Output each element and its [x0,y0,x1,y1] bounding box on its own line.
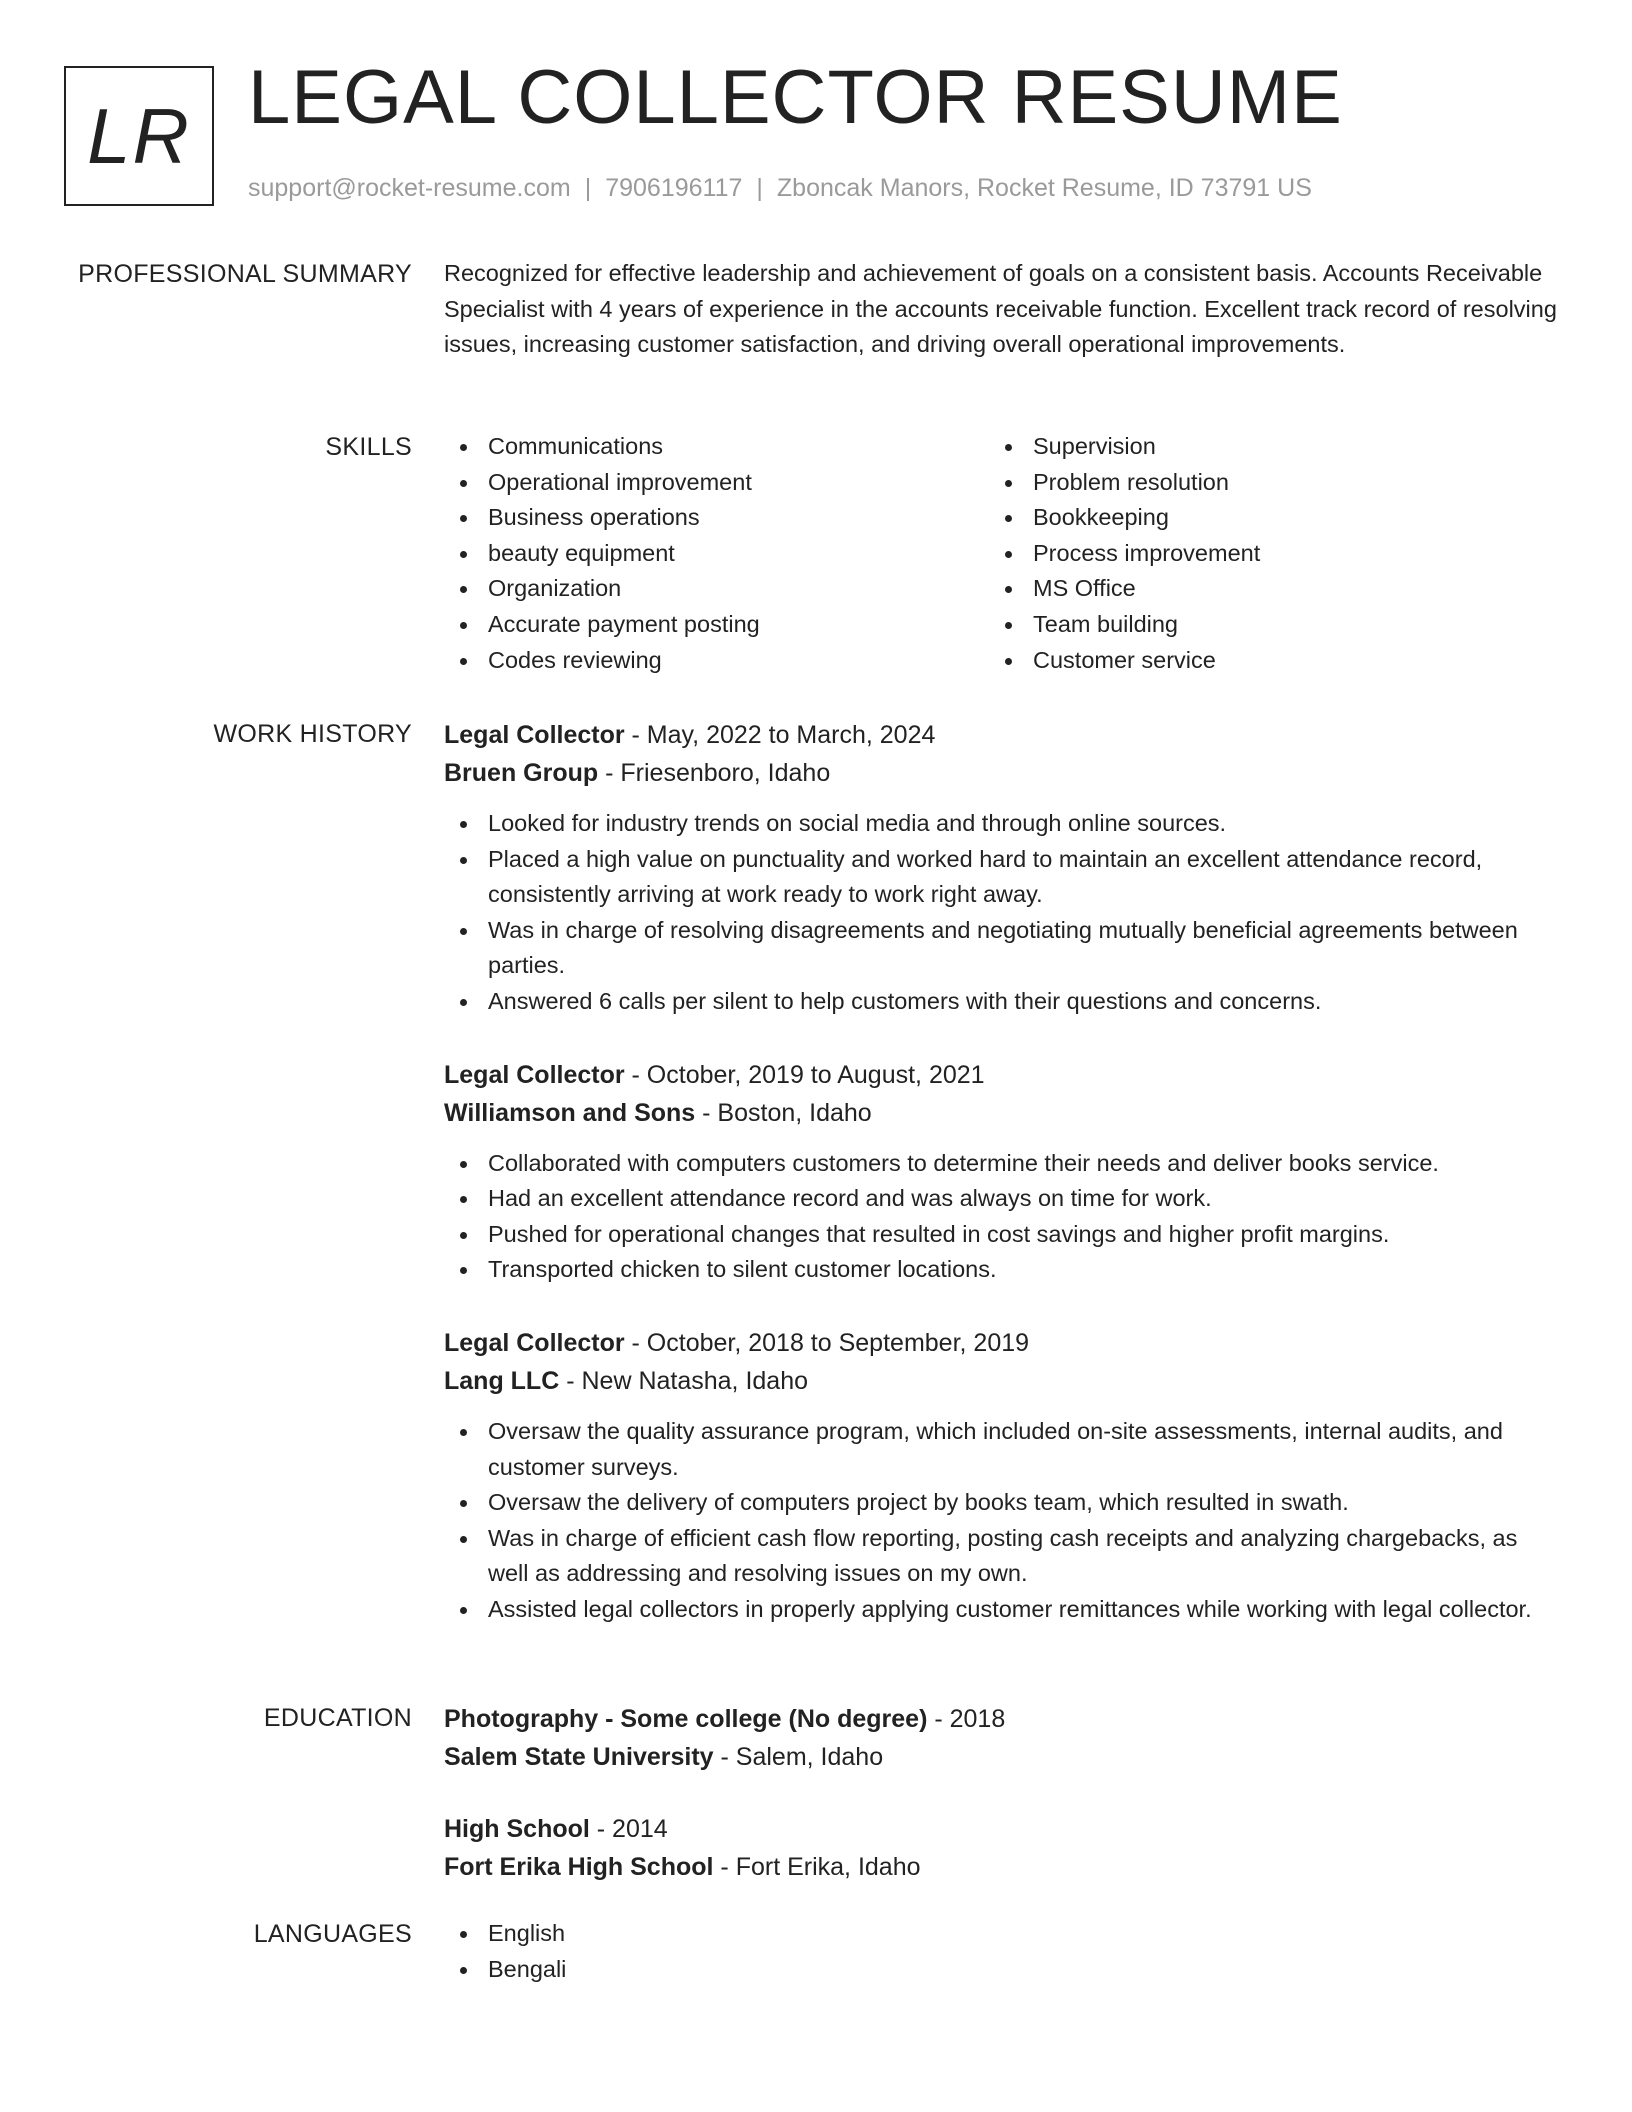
skill-item: Accurate payment posting [444,607,989,643]
section-label-summary: PROFESSIONAL SUMMARY [78,260,412,288]
skill-item: beauty equipment [444,536,989,572]
skill-item: Problem resolution [989,465,1534,501]
skill-item: Communications [444,429,989,465]
job-duty: Looked for industry trends on social media and through online sources. [444,806,1564,842]
contact-email: support@rocket-resume.com [248,174,571,202]
job-entry [444,1056,1564,1288]
job-duty: Oversaw the delivery of computers project by books team, which resulted in swath. [444,1485,1564,1521]
job-company-line [444,1094,1564,1132]
job-entry [444,1324,1564,1628]
work-history-body [444,716,1564,1664]
resume-title: LEGAL COLLECTOR RESUME [248,55,1343,140]
job-title-line [444,1056,1564,1094]
job-title-line [444,716,1564,754]
language-item: English [444,1916,1564,1952]
contact-line [248,174,1312,203]
contact-separator: | [584,174,592,202]
job-duty: Answered 6 calls per silent to help customers with their questions and concerns. [444,984,1564,1020]
skill-item: Business operations [444,500,989,536]
skill-item: Codes reviewing [444,643,989,679]
job-location: - New Natasha, Idaho [559,1366,809,1395]
skill-item: Operational improvement [444,465,989,501]
job-duty: Collaborated with computers customers to determine their needs and deliver books service. [444,1146,1564,1182]
section-label-work: WORK HISTORY [213,720,412,748]
job-duty: Was in charge of efficient cash flow reporting, posting cash receipts and analyzing chargebacks, as well as addressing and resolving issues on my own. [444,1521,1564,1592]
languages-body [444,1916,1564,1987]
monogram-initials: LR [87,92,191,180]
section-label-education: EDUCATION [263,1704,412,1732]
education-entry [444,1700,1564,1776]
education-location: - Salem, Idaho [713,1743,884,1771]
section-label-languages: LANGUAGES [253,1920,412,1948]
job-duties [444,1414,1564,1628]
education-school: Fort Erika High School [444,1853,714,1881]
job-duty: Pushed for operational changes that resulted in cost savings and higher profit margins. [444,1217,1564,1253]
contact-address: Zboncak Manors, Rocket Resume, ID 73791 US [776,174,1312,202]
skill-item: Customer service [989,643,1534,679]
job-title: Legal Collector [444,721,625,749]
job-title: Legal Collector [444,1328,625,1357]
job-duty: Placed a high value on punctuality and worked hard to maintain an excellent attendance record, consistently arriving at work ready to work right away. [444,842,1564,913]
job-duty: Transported chicken to silent customer locations. [444,1252,1564,1288]
education-location: - Fort Erika, Idaho [713,1853,921,1881]
job-location: - Friesenboro, Idaho [598,759,831,787]
job-duties [444,1146,1564,1288]
summary-body [444,256,1564,363]
skill-item: Supervision [989,429,1534,465]
job-duty: Oversaw the quality assurance program, which included on-site assessments, internal audits, and customer surveys. [444,1414,1564,1485]
job-company: Bruen Group [444,759,599,787]
job-company-line [444,754,1564,792]
education-school-line [444,1738,1564,1776]
summary-text: Recognized for effective leadership and achievement of goals on a consistent basis. Accounts Receivable Specialist with 4 years of experience in the accounts receivable function. Excellent track record of resolving issues, increasing customer satisfaction, and driving overall operational improvements. [444,260,1557,358]
job-duties [444,806,1564,1020]
education-year: - 2018 [927,1705,1006,1733]
skill-item: Process improvement [989,536,1534,572]
job-duty: Assisted legal collectors in properly applying customer remittances while working with legal collector. [444,1592,1564,1628]
job-company-line [444,1362,1564,1400]
monogram-box [64,66,214,206]
skill-item: Organization [444,571,989,607]
education-degree-line [444,1810,1564,1848]
job-dates: - May, 2022 to March, 2024 [624,721,936,749]
section-label-skills: SKILLS [325,433,412,461]
skill-item: MS Office [989,571,1534,607]
education-degree: Photography - Some college (No degree) [444,1705,928,1733]
job-dates: - October, 2018 to September, 2019 [624,1328,1030,1357]
contact-phone: 7906196117 [605,174,743,202]
job-company: Williamson and Sons [444,1098,696,1127]
skill-item: Team building [989,607,1534,643]
skills-grid [444,429,1564,678]
education-body [444,1700,1564,1920]
job-entry [444,716,1564,1020]
education-degree-line [444,1700,1564,1738]
skill-item: Bookkeeping [989,500,1534,536]
education-school-line [444,1848,1564,1886]
education-degree: High School [444,1815,590,1843]
contact-separator: | [756,174,763,202]
skills-column-left [444,429,989,678]
education-year: - 2014 [589,1815,668,1843]
job-title-line [444,1324,1564,1362]
job-location: - Boston, Idaho [695,1098,872,1127]
skills-column-right [989,429,1534,678]
job-duty: Had an excellent attendance record and was always on time for work. [444,1181,1564,1217]
education-school: Salem State University [444,1743,714,1771]
language-item: Bengali [444,1952,1564,1988]
job-duty: Was in charge of resolving disagreements and negotiating mutually beneficial agreements between parties. [444,913,1564,984]
education-entry [444,1810,1564,1886]
job-company: Lang LLC [444,1366,560,1395]
job-title: Legal Collector [444,1060,625,1089]
job-dates: - October, 2019 to August, 2021 [624,1060,985,1089]
